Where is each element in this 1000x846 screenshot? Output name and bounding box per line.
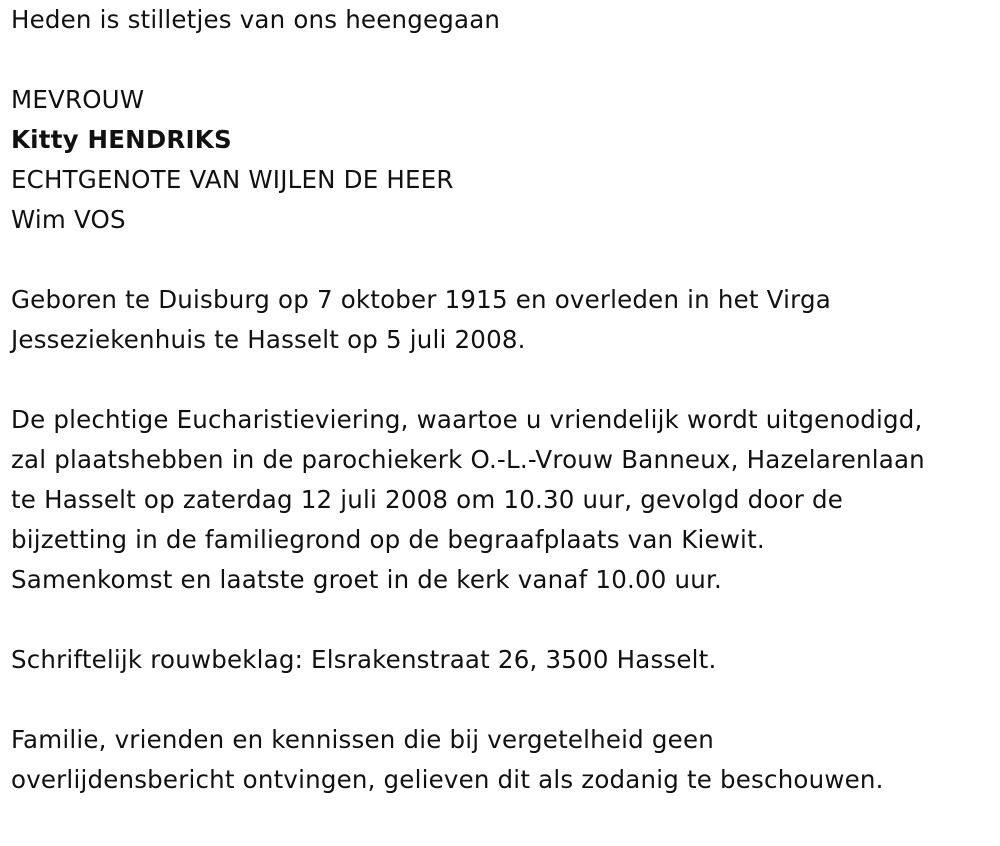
paragraph-line: overlijdensbericht ontvingen, gelieven dit als zodanig te beschouwen. bbox=[11, 765, 884, 794]
spacer bbox=[11, 360, 991, 400]
spacer bbox=[11, 680, 991, 720]
paragraph-line: te Hasselt op zaterdag 12 juli 2008 om 10.30 uur, gevolgd door de bbox=[11, 485, 844, 514]
paragraph-line: zal plaatshebben in de parochiekerk O.-L.-Vrouw Banneux, Hazelarenlaan bbox=[11, 445, 925, 474]
relation-line: ECHTGENOTE VAN WIJLEN DE HEER bbox=[11, 165, 454, 194]
spouse-name: Wim VOS bbox=[11, 205, 126, 234]
intro-line: Heden is stilletjes van ons heengegaan bbox=[11, 5, 501, 34]
paragraph-line: Samenkomst en laatste groet in de kerk vanaf 10.00 uur. bbox=[11, 565, 722, 594]
ceremony-paragraph bbox=[11, 400, 991, 600]
spacer bbox=[11, 240, 991, 280]
birth-death-paragraph bbox=[11, 280, 991, 360]
paragraph-line: Geboren te Duisburg op 7 oktober 1915 en overleden in het Virga bbox=[11, 285, 831, 314]
paragraph-line: De plechtige Eucharistieviering, waartoe u vriendelijk wordt uitgenodigd, bbox=[11, 405, 923, 434]
deceased-name: Kitty HENDRIKS bbox=[11, 125, 232, 154]
spacer bbox=[11, 600, 991, 640]
closing-paragraph bbox=[11, 720, 991, 800]
paragraph-line: Familie, vrienden en kennissen die bij vergetelheid geen bbox=[11, 725, 714, 754]
paragraph-line: bijzetting in de familiegrond op de begraafplaats van Kiewit. bbox=[11, 525, 765, 554]
paragraph-line: Jesseziekenhuis te Hasselt op 5 juli 2008. bbox=[11, 325, 526, 354]
honorific: MEVROUW bbox=[11, 85, 145, 114]
obituary-notice bbox=[11, 0, 991, 800]
spacer bbox=[11, 40, 991, 80]
condolence-address: Schriftelijk rouwbeklag: Elsrakenstraat 26, 3500 Hasselt. bbox=[11, 645, 717, 674]
